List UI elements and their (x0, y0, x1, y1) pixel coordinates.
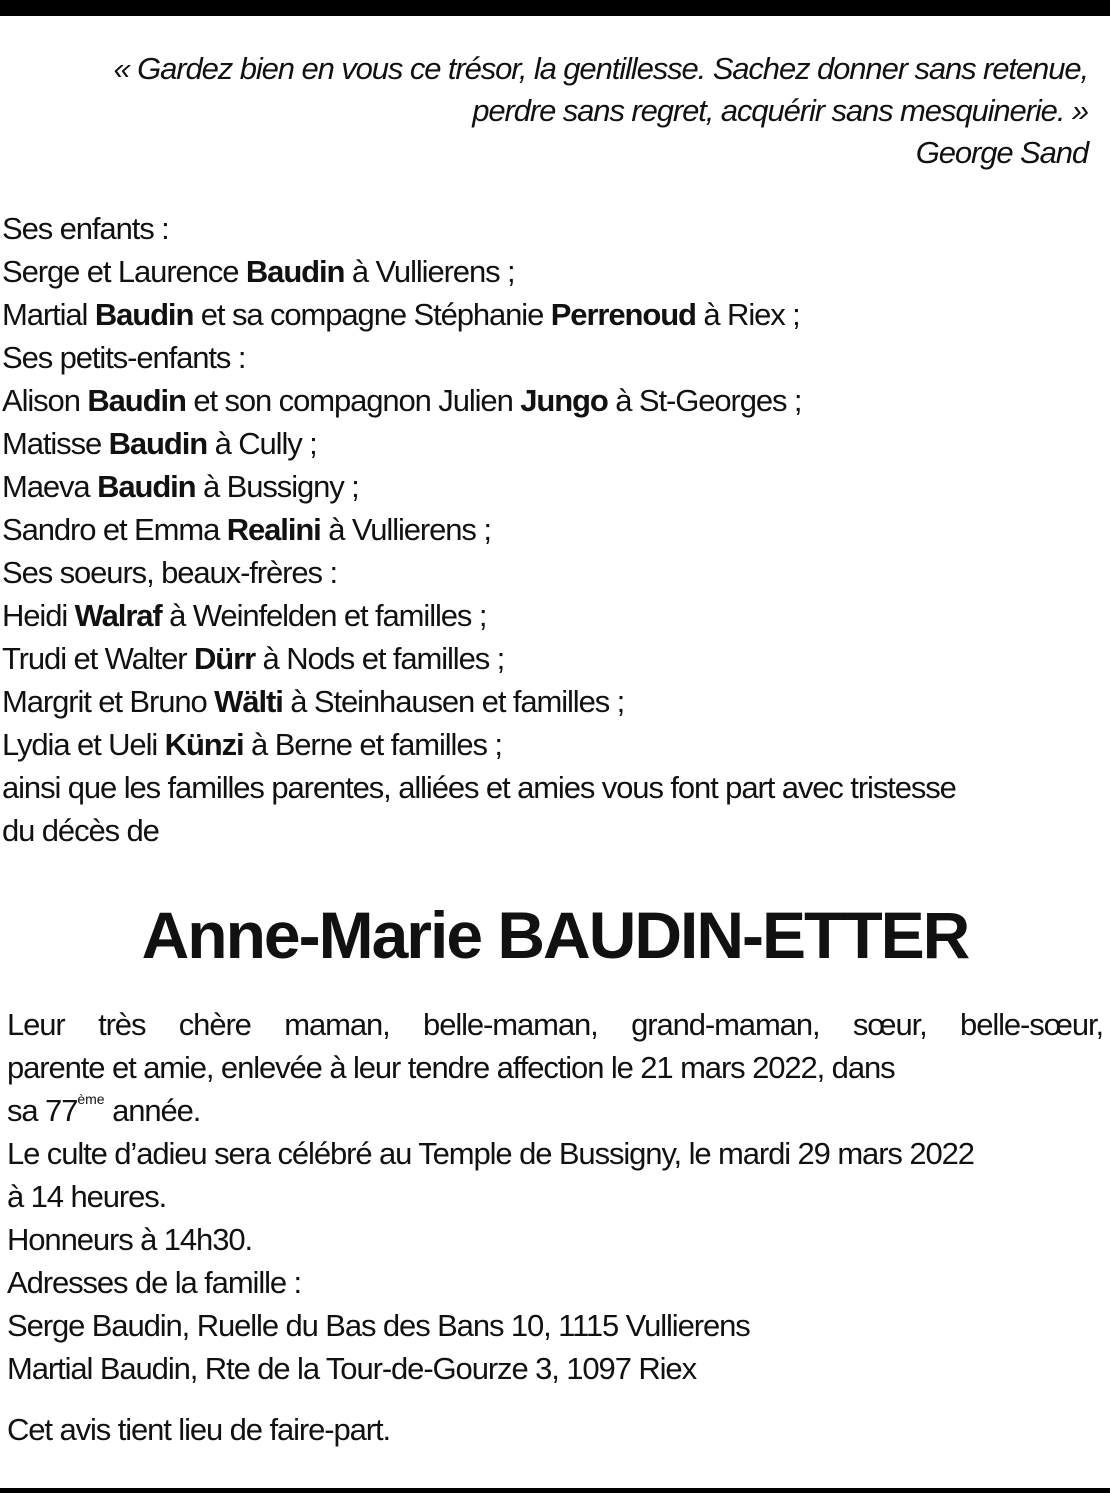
family-text: à Weinfelden et familles ; (161, 598, 487, 633)
family-text: Sandro et Emma (2, 512, 227, 547)
family-surname: Dürr (193, 641, 256, 676)
family-line (2, 637, 1108, 680)
body-line: Leur très chère maman, belle-maman, grand-maman, sœur, belle-sœur, (7, 1007, 1103, 1042)
family-line (2, 336, 1108, 379)
family-text: Margrit et Bruno (2, 684, 215, 719)
family-text: Serge et Laurence (2, 254, 246, 289)
family-line (2, 680, 1108, 723)
family-line (2, 465, 1108, 508)
announcement-body (7, 1003, 1103, 1390)
family-text: et son compagnon Julien (185, 383, 521, 418)
family-line (2, 551, 1108, 594)
quote-author: George Sand (915, 135, 1088, 170)
quote-line: « Gardez bien en vous ce trésor, la gentillesse. Sachez donner sans retenue, (113, 51, 1088, 86)
family-line (2, 422, 1108, 465)
family-text: à Nods et familles ; (255, 641, 505, 676)
family-text: Alison (2, 383, 88, 418)
epigraph-quote (114, 48, 1089, 174)
family-line (2, 594, 1108, 637)
family-surname: Baudin (94, 297, 194, 332)
family-text: Martial (2, 297, 95, 332)
body-line: Le culte d’adieu sera célébré au Temple de Bussigny, le mardi 29 mars 2022 (7, 1136, 974, 1171)
address-line: Martial Baudin, Rte de la Tour-de-Gourze 3, 1097 Riex (7, 1351, 696, 1386)
family-text: Maeva (2, 469, 98, 504)
family-line (2, 293, 1108, 336)
family-line (2, 207, 1108, 250)
family-surname: Perrenoud (550, 297, 696, 332)
quote-line: perdre sans regret, acquérir sans mesquinerie. » (472, 93, 1088, 128)
family-line (2, 250, 1108, 293)
family-line (2, 723, 1108, 766)
bottom-rule (0, 1488, 1110, 1493)
age-text: sa 77 (7, 1093, 78, 1128)
family-text: ainsi que les familles parentes, alliées et amies vous font part avec tristesse (2, 770, 956, 805)
family-surname: Baudin (108, 426, 208, 461)
age-text-end: année. (104, 1093, 201, 1128)
family-line (2, 379, 1108, 422)
family-surname: Realini (226, 512, 321, 547)
family-line (2, 809, 1108, 852)
family-surname: Baudin (97, 469, 196, 504)
family-text: Lydia et Ueli (2, 727, 165, 762)
family-surname: Künzi (164, 727, 244, 762)
family-text: Ses soeurs, beaux-frères : (2, 555, 337, 590)
body-line: Honneurs à 14h30. (7, 1222, 252, 1257)
family-text: à Bussigny ; (195, 469, 359, 504)
family-text: à Vullierens ; (320, 512, 491, 547)
family-surname: Baudin (245, 254, 345, 289)
family-text: Ses enfants : (2, 211, 169, 246)
body-line: Adresses de la famille : (7, 1265, 302, 1300)
family-text: à Berne et familles ; (243, 727, 502, 762)
family-surname: Jungo (520, 383, 608, 418)
family-text: et sa compagne Stéphanie (193, 297, 551, 332)
family-surname: Wälti (214, 684, 283, 719)
family-text: à Steinhausen et familles ; (282, 684, 625, 719)
family-text: du décès de (2, 813, 159, 848)
family-text: à Cully ; (207, 426, 317, 461)
address-line: Serge Baudin, Ruelle du Bas des Bans 10, 1115 Vullierens (7, 1308, 750, 1343)
family-line (2, 766, 1108, 809)
age-suffix: ème (77, 1091, 105, 1107)
family-text: Trudi et Walter (2, 641, 194, 676)
closing-note: Cet avis tient lieu de faire-part. (7, 1412, 391, 1447)
family-text: Heidi (2, 598, 75, 633)
family-surname: Walraf (74, 598, 162, 633)
family-line (2, 508, 1108, 551)
body-line: à 14 heures. (7, 1179, 167, 1214)
family-text: à Riex ; (695, 297, 800, 332)
family-text: à St-Georges ; (607, 383, 802, 418)
deceased-name: Anne-Marie BAUDIN-ETTER (141, 898, 969, 972)
family-text: Matisse (2, 426, 109, 461)
body-line (7, 1089, 1103, 1132)
body-line: parente et amie, enlevée à leur tendre affection le 21 mars 2022, dans (7, 1050, 895, 1085)
top-rule (0, 0, 1110, 16)
family-text: à Vullierens ; (344, 254, 515, 289)
family-surname: Baudin (87, 383, 186, 418)
family-text: Ses petits-enfants : (2, 340, 246, 375)
family-list (2, 207, 1108, 852)
